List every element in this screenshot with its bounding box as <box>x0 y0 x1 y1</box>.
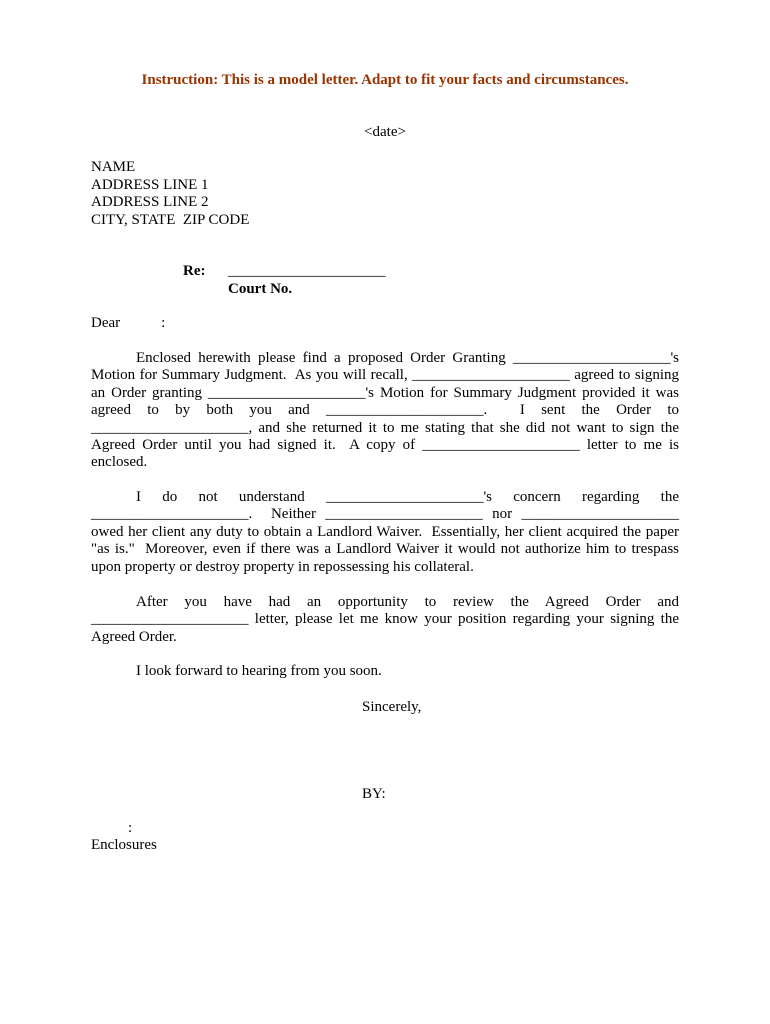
closing: Sincerely, <box>362 699 422 715</box>
address-line: ADDRESS LINE 1 <box>91 176 209 193</box>
letter-date: <date> <box>364 124 406 140</box>
enclosures-label: Enclosures <box>91 837 157 853</box>
court-number-label: Court No. <box>228 281 293 297</box>
address-line: NAME <box>91 159 136 175</box>
salutation-dear: Dear <box>91 315 121 331</box>
enclosure-colon: : <box>128 820 133 836</box>
address-line: CITY, STATE ZIP CODE <box>91 211 250 228</box>
salutation-colon: : <box>161 315 166 331</box>
body-paragraph-2: I do not understand _____________________'s concern regarding the _____________________. Neither _____________________ nor _____________________ owed her client any duty to obtain a Landlord Waiver. Essentially, her client acquired the paper "as is." Moreover, even if there was a Landlord Waiver it would not authorize him to trespass upon property or destroy property in repossessing his collateral. <box>91 489 683 575</box>
address-line: ADDRESS LINE 2 <box>91 194 209 210</box>
re-blank-line: _____________________ <box>228 263 386 279</box>
instruction-note: Instruction: This is a model letter. Adapt to fit your facts and circumstances. <box>141 72 629 88</box>
salutation <box>91 315 165 332</box>
re-label: Re: <box>183 263 206 279</box>
body-paragraph-1: Enclosed herewith please find a proposed Order Granting _____________________'s Motion for Summary Judgment. As you will recall, _____________________ agreed to signing an Order granting _____________________'s Motion for Summary Judgment provided it was agreed to by both you and _____________________. I sent the Order to _____________________, and she returned it to me stating that she did not want to sign the Agreed Order until you had signed it. A copy of _____________________ letter to me is enclosed. <box>91 350 683 471</box>
signature-by: BY: <box>362 786 386 802</box>
body-paragraph-4: I look forward to hearing from you soon. <box>136 663 382 679</box>
recipient-address <box>91 159 249 229</box>
body-paragraph-3: After you have had an opportunity to review the Agreed Order and _____________________ letter, please let me know your position regarding your signing the Agreed Order. <box>91 594 683 645</box>
